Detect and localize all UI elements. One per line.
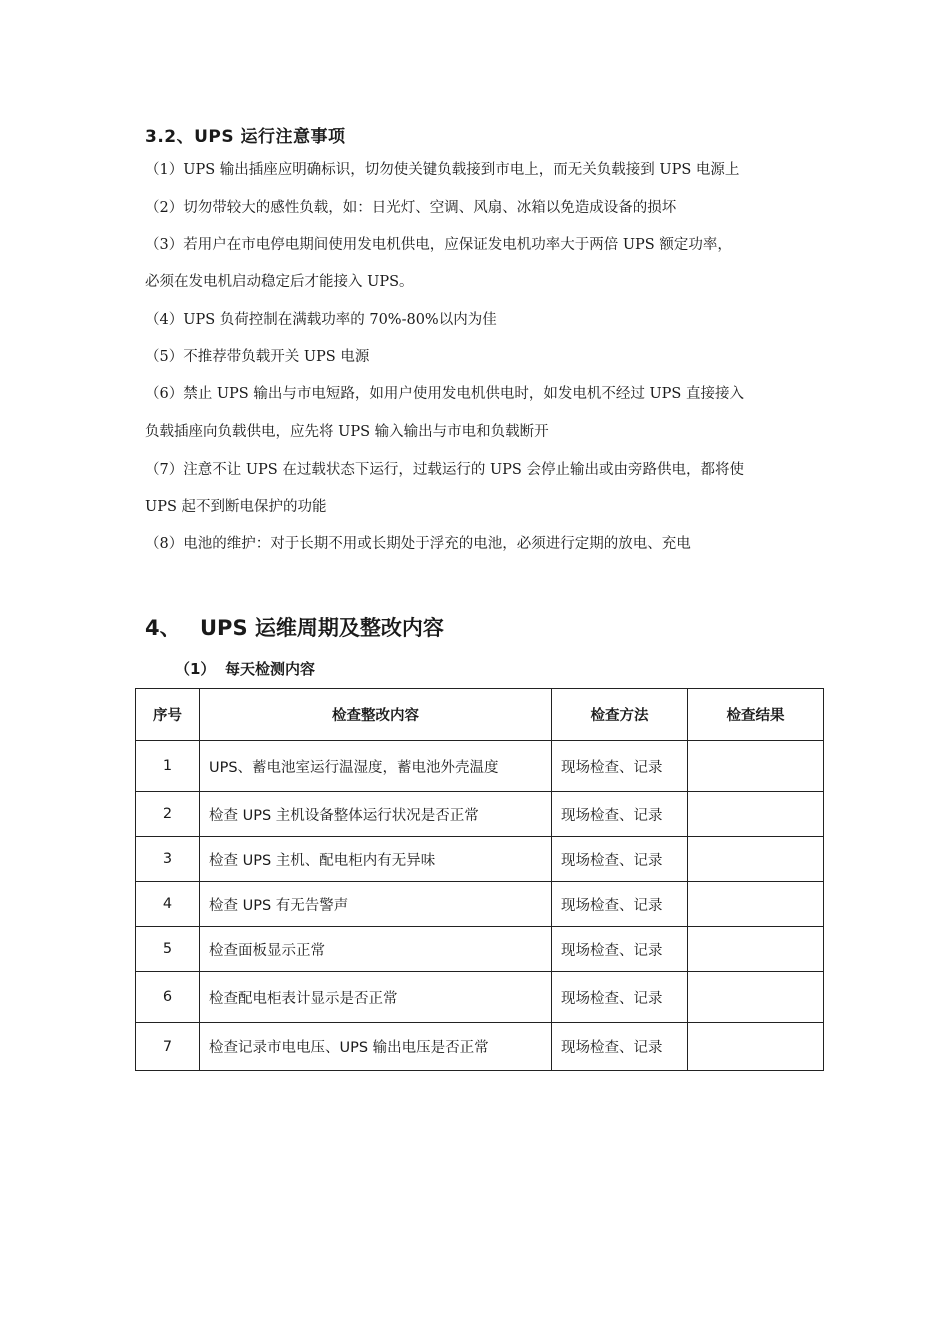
paragraph-line: （1）UPS 输出插座应明确标识，切勿使关键负载接到市电上，而无关负载接到 UPS 电源上 xyxy=(145,162,740,178)
paragraph-line: 必须在发电机启动稳定后才能接入 UPS。 xyxy=(145,274,414,290)
cell-content: 检查 UPS 主机、配电柜内有无异味 xyxy=(200,837,552,882)
header-result: 检查结果 xyxy=(688,689,824,741)
table-header-row xyxy=(136,689,824,741)
paragraph-line: UPS 起不到断电保护的功能 xyxy=(145,499,327,515)
heading-4 xyxy=(145,612,444,642)
table-row xyxy=(136,741,824,792)
cell-method: 现场检查、记录 xyxy=(552,882,688,927)
paragraph-line: （4）UPS 负荷控制在满载功率的 70%-80%以内为佳 xyxy=(145,312,497,328)
paragraph-line: （6）禁止 UPS 输出与市电短路，如用户使用发电机供电时，如发电机不经过 UPS 直接接入 xyxy=(145,386,744,402)
cell-content: 检查配电柜表计显示是否正常 xyxy=(200,972,552,1023)
cell-result xyxy=(688,792,824,837)
cell-method: 现场检查、记录 xyxy=(552,792,688,837)
cell-index: 2 xyxy=(136,792,200,837)
table-row xyxy=(136,792,824,837)
paragraph-line: （5）不推荐带负载开关 UPS 电源 xyxy=(145,349,370,365)
cell-index: 4 xyxy=(136,882,200,927)
cell-result xyxy=(688,972,824,1023)
cell-result xyxy=(688,882,824,927)
table-row xyxy=(136,837,824,882)
cell-result xyxy=(688,1023,824,1071)
header-index: 序号 xyxy=(136,689,200,741)
table-row xyxy=(136,882,824,927)
table-row xyxy=(136,972,824,1023)
paragraph-line: （8）电池的维护：对于长期不用或长期处于浮充的电池，必须进行定期的放电、充电 xyxy=(145,536,691,552)
cell-method: 现场检查、记录 xyxy=(552,972,688,1023)
daily-check-table xyxy=(135,688,824,1071)
paragraph-line: （2）切勿带较大的感性负载，如：日光灯、空调、风扇、冰箱以免造成设备的损坏 xyxy=(145,200,677,216)
subheading-text: 每天检测内容 xyxy=(225,660,316,678)
cell-result xyxy=(688,927,824,972)
cell-result xyxy=(688,837,824,882)
table-row xyxy=(136,1023,824,1071)
heading-number: 4、 xyxy=(145,616,181,640)
cell-index: 6 xyxy=(136,972,200,1023)
paragraph-line: （3）若用户在市电停电期间使用发电机供电，应保证发电机功率大于两倍 UPS 额定功率， xyxy=(145,237,732,253)
cell-result xyxy=(688,741,824,792)
table-row xyxy=(136,927,824,972)
header-content: 检查整改内容 xyxy=(200,689,552,741)
cell-index: 7 xyxy=(136,1023,200,1071)
header-method: 检查方法 xyxy=(552,689,688,741)
cell-index: 5 xyxy=(136,927,200,972)
subheading-number: （1） xyxy=(175,660,216,678)
cell-method: 现场检查、记录 xyxy=(552,741,688,792)
cell-index: 1 xyxy=(136,741,200,792)
cell-content: 检查面板显示正常 xyxy=(200,927,552,972)
subheading xyxy=(175,658,315,679)
cell-content: 检查记录市电电压、UPS 输出电压是否正常 xyxy=(200,1023,552,1071)
paragraph-line: 负载插座向负载供电，应先将 UPS 输入输出与市电和负载断开 xyxy=(145,424,549,440)
section-title: 3.2、UPS 运行注意事项 xyxy=(145,127,346,147)
cell-index: 3 xyxy=(136,837,200,882)
cell-content: 检查 UPS 有无告警声 xyxy=(200,882,552,927)
cell-method: 现场检查、记录 xyxy=(552,927,688,972)
cell-content: UPS、蓄电池室运行温湿度，蓄电池外壳温度 xyxy=(200,741,552,792)
heading-text: UPS 运维周期及整改内容 xyxy=(200,616,444,640)
cell-method: 现场检查、记录 xyxy=(552,1023,688,1071)
cell-method: 现场检查、记录 xyxy=(552,837,688,882)
cell-content: 检查 UPS 主机设备整体运行状况是否正常 xyxy=(200,792,552,837)
paragraph-line: （7）注意不让 UPS 在过载状态下运行，过载运行的 UPS 会停止输出或由旁路供电，都将使 xyxy=(145,462,744,478)
